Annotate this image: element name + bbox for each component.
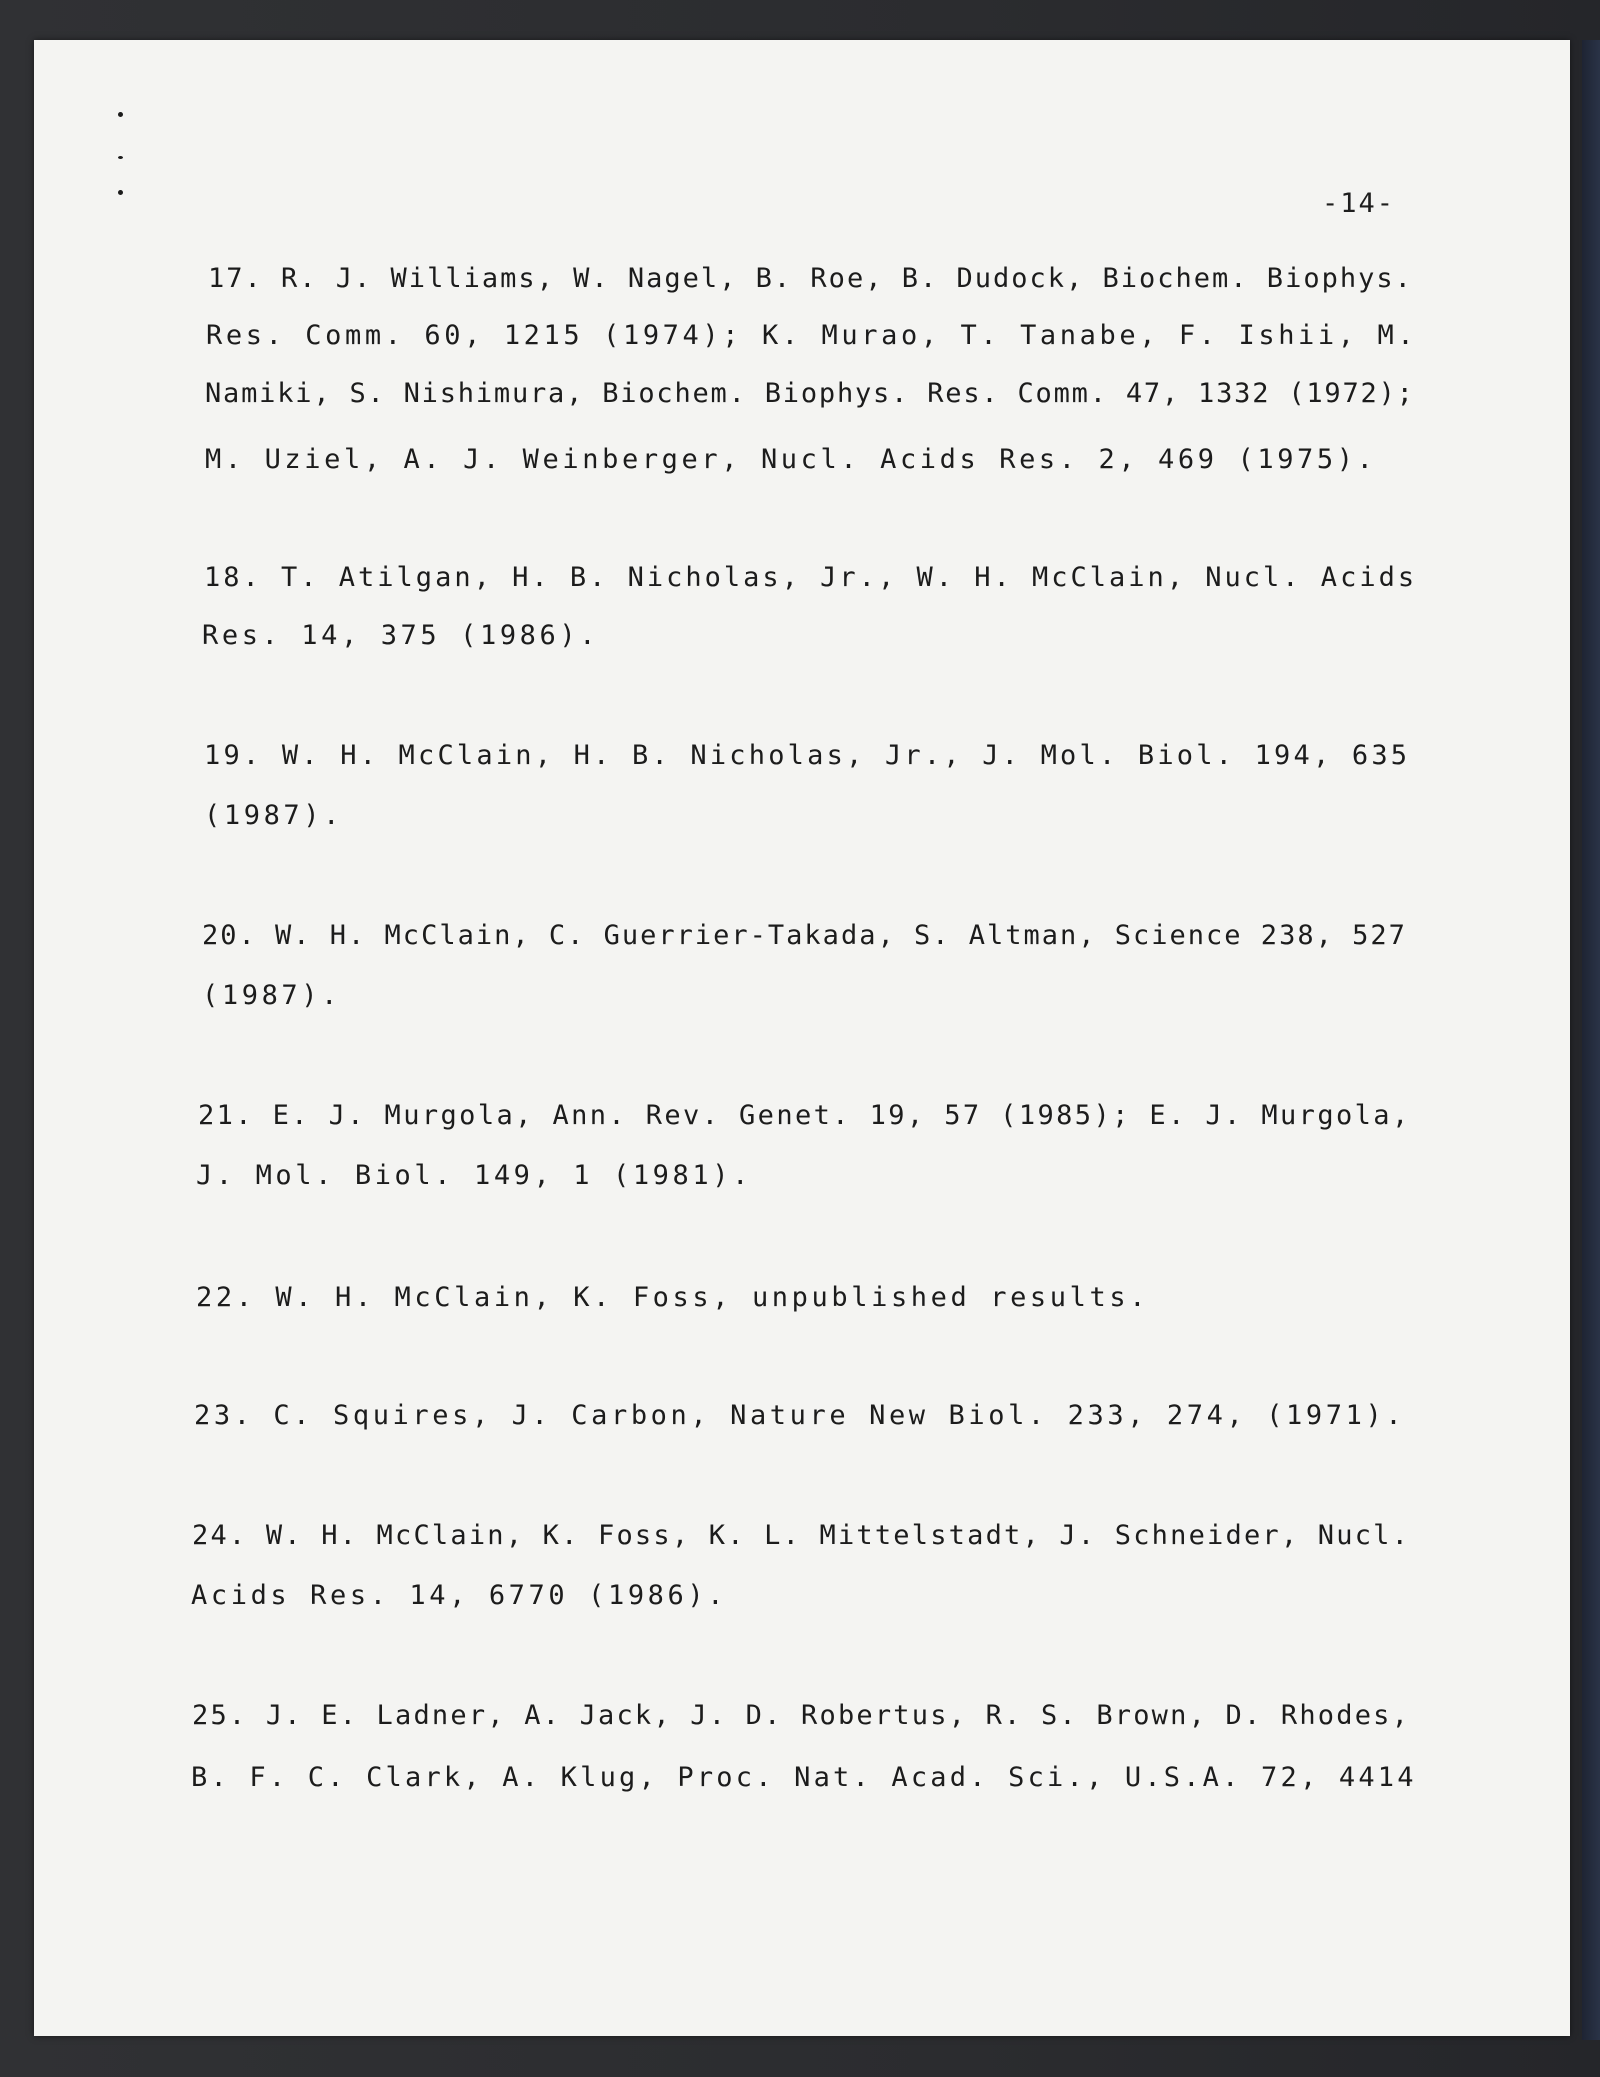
reference-20-line-2: (1987). <box>202 980 341 1011</box>
reference-20-line-1: 20. W. H. McClain, C. Guerrier-Takada, S. Altman, Science 238, 527 <box>202 920 1407 951</box>
reference-17-line-4: M. Uziel, A. J. Weinberger, Nucl. Acids Res. 2, 469 (1975). <box>205 444 1377 475</box>
reference-25-line-1: 25. J. E. Ladner, A. Jack, J. D. Robertus, R. S. Brown, D. Rhodes, <box>192 1700 1411 1731</box>
reference-17-line-3: Namiki, S. Nishimura, Biochem. Biophys. Res. Comm. 47, 1332 (1972); <box>205 378 1415 409</box>
reference-17-line-2: Res. Comm. 60, 1215 (1974); K. Murao, T. Tanabe, F. Ishii, M. <box>206 320 1418 351</box>
page-number: -14- <box>1322 188 1396 219</box>
reference-17-line-1: 17. R. J. Williams, W. Nagel, B. Roe, B. Dudock, Biochem. Biophys. <box>208 263 1413 294</box>
reference-18-line-1: 18. T. Atilgan, H. B. Nicholas, Jr., W. H. McClain, Nucl. Acids <box>204 562 1418 593</box>
reference-19-line-1: 19. W. H. McClain, H. B. Nicholas, Jr., J. Mol. Biol. 194, 635 <box>204 740 1411 771</box>
reference-21-line-1: 21. E. J. Murgola, Ann. Rev. Genet. 19, 57 (1985); E. J. Murgola, <box>198 1100 1411 1131</box>
reference-21-line-2: J. Mol. Biol. 149, 1 (1981). <box>196 1160 752 1191</box>
reference-24-line-2: Acids Res. 14, 6770 (1986). <box>191 1580 728 1611</box>
reference-18-line-2: Res. 14, 375 (1986). <box>202 620 600 651</box>
reference-25-line-2: B. F. C. Clark, A. Klug, Proc. Nat. Acad. Sci., U.S.A. 72, 4414 <box>191 1762 1417 1793</box>
reference-22-line-1: 22. W. H. McClain, K. Foss, unpublished results. <box>196 1282 1150 1313</box>
reference-24-line-1: 24. W. H. McClain, K. Foss, K. L. Mittelstadt, J. Schneider, Nucl. <box>192 1520 1411 1551</box>
reference-23-line-1: 23. C. Squires, J. Carbon, Nature New Biol. 233, 274, (1971). <box>194 1400 1406 1431</box>
reference-19-line-2: (1987). <box>204 800 343 831</box>
